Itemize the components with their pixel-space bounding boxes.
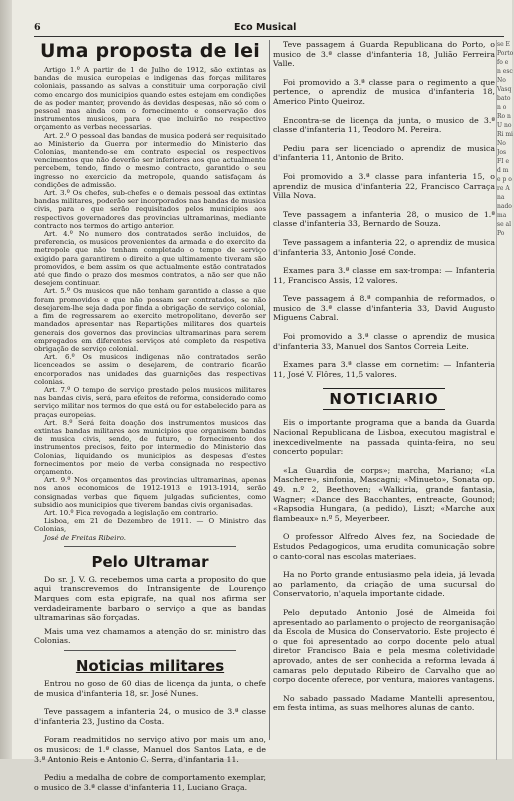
section-divider [64, 650, 236, 651]
news-item: Foi promovido a 3.ª classe o aprendiz de musica d'infanteria 33, Manuel dos Santos Correia Leite. [273, 332, 495, 351]
paragraph: Art. 8.º Será feita doação dos instrumentos musicos das extintas bandas militares aos municipios que organisem bandas de musica civis, sendo, de futuro, o fornecimento dos instrumentos precisos, feito por intermedio do Ministerio das Colonias, liquidando os municipios as despesas d'estes fornecimentos por meio de verba consignada no respectivo orçamento. [34, 418, 266, 476]
paragraph: Mais uma vez chamamos a atenção do sr. ministro das Colonias. [34, 626, 266, 646]
article-body-ultramar [34, 575, 266, 646]
signature: José de Freitas Ribeiro. [44, 533, 126, 542]
article-body-noticias [34, 679, 266, 792]
paragraph: Ha no Porto grande entusiasmo pela ideia, já levada ao parlamento, da criação de uma sucursal do Conservatorio, n'aquela importante cidade. [273, 570, 495, 599]
news-item: Pediu para ser licenciado o aprendiz de musica d'infanteria 11, Antonio de Brito. [273, 143, 495, 163]
paragraph: No sabado passado Madame Mantelli apresentou, em festa intima, as suas melhores alunas de canto. [273, 693, 495, 713]
news-item: Teve passagem á 8.ª companhia de reformados, o musico de 3.ª classe d'infanteria 33, David Augusto Miguens Cabral. [273, 294, 495, 323]
paragraph: Art. 4.º No numero dos contratados serão incluidos, de preferencia, os musicos provenientes da armada e do exercito da metropole que não tenham completado o tempo de serviço exigido para garantirem o direito a que ultimamente tiveram são promovidos, e bem assim os que actualmente estão contratados até que findo o prazo dos mesmos contratos, a não ser que não desejem continuar. [34, 230, 266, 288]
news-item: Foi promovido a 3.ª classe para infanteria 15, o aprendiz de musica d'infanteria 22, Francisco Carraça Villa Nova. [273, 171, 495, 201]
page-edge [0, 0, 12, 759]
noticiario-body [273, 418, 495, 712]
news-item: Foi promovido a 3.ª classe para o regimento a que pertence, o aprendiz de musica d'infanteria 18, Americo Pinto Queiroz. [273, 77, 495, 106]
news-item: Exames para 3.ª classe em cornetim: — Infanteria 11, José V. Flôres, 11,5 valores. [273, 360, 495, 379]
article-title-proposta: Uma proposta de lei [40, 40, 260, 62]
left-column [34, 40, 266, 801]
news-item: Pediu a medalha de cobre de comportamento exemplar, o musico de 3.ª classe d'infanteria 11, Luciano Graça. [34, 773, 266, 792]
news-item: Entrou no goso de 60 dias de licença da junta, o chefe de musica d'infanteria 18, sr. José Nunes. [34, 678, 266, 698]
paragraph: Art. 10.º Fica revogada a legislação em contrario. [44, 508, 219, 517]
news-item: Teve passagem á Guarda Republicana do Porto, o musico de 3.ª classe d'infanteria 18, Julião Ferreira Valle. [273, 40, 495, 69]
adjacent-page-strip: se E Porto fo e n esc No Vasq bato n o Ro n U no Ri mi No Jos FI e d m e p o re A na nado ma se al Po [496, 40, 513, 760]
paragraph: Art. 5.º Os musicos que não tenham garantido a classe a que foram promovidos e que não possam ser contratados, se não desejarem-lhe seja dada por finda a obrigação de serviço colonial, a fim de regressarem ao exercito metropolitano, deverão ser mandados apresentar nas Repartições militares dos quarteis generais dos governos das provincias ultramarinas para serem empregados em diferentes serviços até completo da respetiva obrigação de serviço colonial. [34, 287, 266, 353]
section-divider [64, 546, 236, 547]
news-item: Foram readmitidos no serviço ativo por mais um ano, os musicos: de 1.ª classe, Manuel dos Santos Lata, e de 3.ª Antonio Reis e Antonio C. Serra, d'infantaria 11. [34, 735, 266, 764]
article-body-proposta [34, 66, 266, 542]
noticiario-title: NOTICIARIO [323, 388, 444, 410]
paragraph: Art. 7.º O tempo de serviço prestado pelos musicos militares nas bandas civis, será, para efeitos de reforma, considerado como serviço militar nos termos do que está ou for estabelecido para as praças europeias. [34, 385, 266, 419]
news-item: Teve passagem a infanteria 22, o aprendiz de musica d'infanteria 33, Antonio José Conde. [273, 237, 495, 257]
paragraph: Art. 2.º O pessoal das bandas de musica poderá ser requisitado ao Ministerio da Guerra por intermedio do Ministerio das Colonias, mantendo-se em contrato especial os respectivos vencimentos que não deverão ser inferiores aos que actualmente percebem, tendo, findo o mesmo contracto, garantido o seu ingresso no exercicio da metropole, quando satisfaçam ás condições de admissão. [34, 131, 266, 189]
column-divider [269, 40, 270, 740]
paragraph: Artigo 1.º A partir de 1 de Julho de 1912, são extintas as bandas de musica europeias e indigenas das forças militares coloniais, passando as salvas a constituir uma corporação civil como encargo dos municipios quando estes estejam em condições de as poder manter, provendo ás devidas despesas, não só com o pessoal mas ainda com o fornecimento e conservação dos instrumentos musicos, para o que incluirão no respectivo orçamento as verbas necessarias. [34, 66, 266, 132]
publication-title: Eco Musical [234, 22, 297, 33]
news-item: Teve passagem a infanteria 24, o musico de 3.ª classe d'infanteria 23, Justino da Costa. [34, 707, 266, 726]
paragraph: «La Guardia de corps»; marcha, Mariano; «La Maschere», sinfonia, Mascagni; «Minueto», Sonata op. 49. n.º 2, Beethoven; «Walkiria, grande fantasia, Wagner; «Dance des Bacchantes, entreacte, Gounod; «Rapsodia Hungara, (a pedido), Liszt; «Marche aux flambeaux» n.º 5, Meyerbeer. [273, 465, 495, 523]
right-column [273, 40, 495, 722]
paragraph: Do sr. J. V. G. recebemos uma carta a proposito do que aqui transcrevemos do Intransigente de Lourenço Marques com esta epigrafe, na qual nos afirma ser verdadeiramente barbaro o serviço a que as bandas ultramarinas são forçadas. [34, 574, 266, 623]
paragraph: Eis o importante programa que a banda da Guarda Nacional Republicana de Lisboa, executou magistral e inexcedivelmente na passada quinta-feira, no seu concerto popular: [273, 418, 495, 457]
paragraph: Lisboa, em 21 de Dezembro de 1911. — O Ministro das Colonias, [34, 517, 266, 534]
page-header [34, 22, 504, 37]
article-title-noticias: Noticias militares [75, 656, 225, 675]
news-item: Encontra-se de licença da junta, o musico de 3.ª classe d'infanteria 11, Teodoro M. Pereira. [273, 115, 495, 135]
paragraph: Art. 6.º Os musicos indigenas não contratados serão licenceados se assim o desejarem, de contrario ficarão encorporados nas unidades das guarnições das respectivas colonias. [34, 353, 266, 386]
military-news-continued [273, 40, 495, 379]
paragraph: O professor Alfredo Alves fez, na Sociedade de Estudos Pedagogicos, uma erudita comunicação sobre o canto-coral nas escolas materiaes. [273, 532, 495, 561]
news-item: Teve passagem a infanteria 28, o musico de 1.ª classe d'infanteria 33, Bernardo de Souza. [273, 209, 495, 229]
page-number: 6 [34, 22, 41, 33]
paragraph: Pelo deputado Antonio José de Almeida foi apresentado ao parlamento o projecto de reorganisação da Escola de Musica do Conservatorio. Este projecto é o que foi apresentado ao corpo docente pelo atual diretor Francisco Baia e pela mesma coletividade aprovado, antes de ser conhecida a reforma levada á camaras pelo deputado Ribeiro de Carvalho que ao corpo docente oferece, por ventura, maiores vantagens. [273, 607, 495, 685]
paragraph: Art. 3.º Os chefes, sub-chefes e o demais pessoal das extintas bandas militares, poderão ser incorporados nas bandas de musica civis, para o que serão requisitados pelos municipios aos respectivos governadores das provincias ultramarinas, mediante contracto nos termos do artigo anterior. [34, 189, 266, 230]
noticiario-heading [273, 388, 495, 410]
paragraph: Art. 9.º Nos orçamentos das provincias ultramarinas, apenas nos anos economicos de 1912-1913 e 1913-1914, serão consignadas verbas que fiquem julgadas suficientes, como subsidio aos municipios que tiverem bandas civis organisadas. [34, 476, 266, 509]
news-item: Exames para 3.ª classe em sax-trompa: — Infanteria 11, Francisco Assis, 12 valores. [273, 266, 495, 285]
article-title-ultramar: Pelo Ultramar [91, 552, 209, 571]
